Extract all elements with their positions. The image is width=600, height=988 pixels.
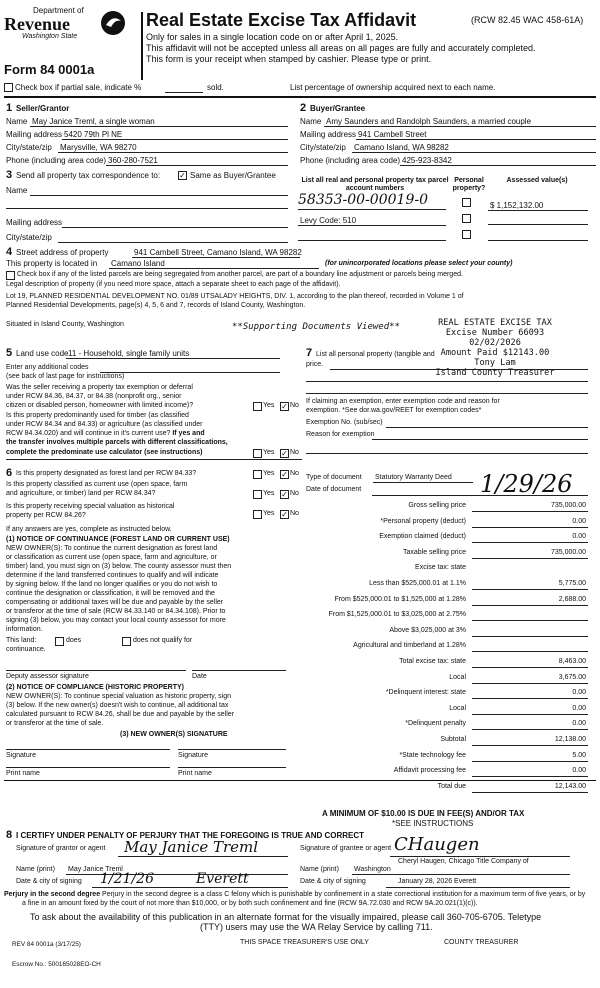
grantee-date-field[interactable]: January 28, 2026 Everett (398, 878, 477, 885)
revenue-logo-icon (100, 10, 126, 36)
does-label: does (66, 637, 82, 644)
buyer-addr-line (356, 139, 596, 140)
section-6-number: 6 (6, 467, 13, 479)
exempt-note-2: exemption. *See dor.wa.gov/REET for exemption codes* (306, 407, 482, 414)
does-checkbox[interactable] (55, 637, 64, 646)
revision-label: REV 84 0001a (3/17/25) (12, 941, 81, 948)
same-as-buyer-label: Same as Buyer/Grantee (190, 171, 276, 180)
q6-3-no-checkbox[interactable]: ✓ (281, 510, 288, 519)
seller-addr-label: Mailing address (6, 130, 63, 139)
grantor-date-line (92, 887, 288, 888)
notice-line: signing (3) below, you may contact your local county assessor for more (6, 617, 226, 624)
section-3-number: 3 (6, 169, 13, 181)
q6-3b: property per RCW 84.26? (6, 512, 86, 519)
buyer-phone-line (400, 165, 596, 166)
section-4-number: 4 (6, 246, 13, 258)
exempt-note-1: If claiming an exemption, enter exemption code and reason for (306, 398, 500, 405)
notice-line: determine if the land transferred continues to qualify and will indicate (6, 572, 219, 579)
q5-2c-wrapper (6, 430, 205, 437)
street-label: Street address of property (16, 248, 109, 257)
stamp-line-4: Amount Paid $12143.00 (440, 348, 550, 358)
stamp-line-6: Island County Treasurer (435, 368, 555, 378)
tax-row-label: Above $3,025,000 at 3% (389, 627, 466, 634)
q5-2-yes-label: Yes (263, 449, 275, 456)
assessed-line-2 (488, 224, 588, 225)
owner-sig-label-2: Signature (178, 752, 208, 759)
notice-line: continue the designation or classification, it will be removed and the (6, 590, 215, 597)
notice-line: calculated pursuant to RCW 84.26, shall be due and payable by the seller (6, 711, 235, 718)
stamp-line-2: Excise Number 66093 (445, 328, 545, 338)
buyer-phone-label: Phone (including area code) (300, 156, 401, 165)
owner-print-label-2: Print name (178, 770, 212, 777)
tax-row-line (472, 776, 588, 777)
tax-row-label: *State technology fee (399, 752, 466, 759)
tax-row-value[interactable]: 0.00 (572, 705, 586, 712)
section-7-number: 7 (306, 347, 313, 359)
grantee-signature[interactable]: CHaugen (394, 834, 480, 855)
reason-field-1[interactable] (372, 439, 588, 440)
tax-row-value[interactable]: 735,000.00 (550, 502, 586, 509)
tax-row-label: Total due (437, 783, 466, 790)
tax-row-value[interactable]: 3,675.00 (558, 674, 586, 681)
segregated-label: Check box if any of the listed parcels are being segregated from another parcel, are part of a boundary line adjustment or parcels being merged. (17, 271, 463, 278)
partial-sale-label: Check box if partial sale, indicate % (15, 83, 142, 92)
segregated-checkbox[interactable] (6, 271, 15, 280)
header-rule (4, 96, 596, 98)
q6-2-yes-label: Yes (263, 490, 275, 497)
does-not-label: does not qualify for (133, 637, 193, 644)
grantor-name-label: Name (print) (16, 866, 55, 873)
doc-date-line (372, 495, 588, 496)
grantee-name-label: Name (print) (300, 866, 339, 873)
tax-row-line (472, 745, 588, 746)
buyer-name-field[interactable]: Amy Saunders and Randolph Saunders, a married couple (326, 117, 532, 126)
tax-row-line (472, 511, 588, 512)
tax-row-label: Subtotal (440, 736, 466, 743)
deputy-date-line[interactable] (192, 670, 286, 671)
grantee-date-label: Date & city of signing (300, 878, 366, 885)
supporting-docs-stamp: **Supporting Documents Viewed** (232, 322, 400, 332)
grantee-name-field[interactable]: Washington (354, 866, 391, 873)
sold-label: sold. (207, 83, 224, 92)
q5-1-yes-checkbox[interactable] (253, 402, 262, 411)
personal-property-checkbox-1[interactable] (462, 198, 471, 207)
q6-2-no-checkbox[interactable]: ✓ (281, 490, 288, 499)
levy-code: Levy Code: 510 (300, 216, 357, 225)
owner-print-line-1[interactable] (6, 767, 170, 768)
section-2-number: 2 (300, 102, 307, 114)
tax-row-value[interactable]: 0.00 (572, 767, 586, 774)
notice-line: or transferor at the time of sale. (6, 720, 104, 727)
owner-sig-line-1[interactable] (6, 749, 170, 750)
tax-row-label: Local (449, 705, 466, 712)
buyer-city-line (352, 152, 596, 153)
tax-row-line (472, 542, 588, 543)
notice-3-heading: (3) NEW OWNER(S) SIGNATURE (120, 731, 228, 738)
grantor-date-label: Date & city of signing (16, 878, 82, 885)
q5-2-yes-checkbox[interactable] (253, 449, 262, 458)
grantor-sig-label: Signature of grantor or agent (16, 845, 106, 852)
q5-1b: under RCW 84.36, 84.37, or 84.38 (nonprofit org., senior (6, 393, 182, 400)
tax-row-line (472, 636, 588, 637)
q5-2c: RCW 84.34.020) and will continue in it's current use? (6, 430, 171, 437)
grantor-sig-line (118, 856, 288, 857)
buyer-address-field[interactable]: 941 Cambell Street (358, 130, 427, 139)
located-label: This property is located in (6, 259, 98, 268)
tax-row-value[interactable]: 0.00 (572, 518, 586, 525)
q6-1: Is this property designated as forest land per RCW 84.33? (16, 470, 197, 477)
personal-prop-field-2[interactable] (306, 381, 588, 382)
personal-prop-field-3[interactable] (306, 393, 588, 394)
notice-line: or transferor at the time of sale (RCW 84.33.140 or 84.34.108). Prior to (6, 608, 226, 615)
owner-sig-label-1: Signature (6, 752, 36, 759)
price-label: price. (306, 361, 324, 368)
grantor-name-field[interactable]: May Janice Treml (68, 866, 123, 873)
add-codes-label: Enter any additional codes (6, 364, 89, 371)
q5-2b: under RCW 84.34 and 84.33) or agriculture (as classified under (6, 421, 203, 428)
reason-label: Reason for exemption (306, 431, 375, 438)
rcw-reference: (RCW 82.45 WAC 458-61A) (471, 15, 584, 25)
q6-3-yes-checkbox[interactable] (253, 510, 262, 519)
doc-date-field[interactable]: 1/29/26 (480, 470, 573, 498)
owner-print-line-2[interactable] (178, 767, 286, 768)
seller-name-label: Name (6, 117, 28, 126)
escrow-number: Escrow No.: 500165028EO-CH (12, 961, 101, 968)
continuance-label: continuance. (6, 646, 46, 653)
personal-prop-label: List all personal property (tangible and (316, 351, 435, 358)
section-5-number: 5 (6, 347, 13, 359)
q6-3-no-label: No (290, 510, 299, 517)
situated-text: Situated in Island County, Washington (6, 321, 124, 328)
form-number: Form 84 0001a (4, 62, 95, 77)
tax-row-value[interactable]: 12,138.00 (554, 736, 586, 743)
corr-name-label: Name (6, 186, 28, 195)
tax-row-line (472, 667, 588, 668)
buyer-addr-label: Mailing address (300, 130, 357, 139)
exemption-no-field[interactable] (386, 427, 588, 428)
grantee-sig-label: Signature of grantee or agent (300, 845, 392, 852)
notice-line: timber) land, you must sign on (3) below. The county assessor must then (6, 563, 232, 570)
seller-address-field[interactable]: 5420 79th Pl NE (64, 130, 123, 139)
assessed-line-1 (488, 210, 588, 211)
doc-type-label: Type of document (306, 474, 362, 481)
tax-row-label: Total excise tax: state (399, 658, 466, 665)
notice-line: NEW OWNER(S): To continue special valuation as historic property, sign (6, 693, 231, 700)
same-as-buyer-checkbox[interactable]: ✓ (179, 171, 186, 180)
seller-heading: Seller/Grantor (16, 104, 70, 113)
tax-row-label: Local (449, 674, 466, 681)
grantee-sig-line (390, 856, 570, 857)
this-land-label: This land: (6, 637, 37, 644)
header-divider (141, 12, 143, 80)
owner-sig-line-2[interactable] (178, 749, 286, 750)
notice-line: NEW OWNER(S): To continue the current designation as forest land (6, 545, 218, 552)
buyer-city-field[interactable]: Camano Island, WA 98282 (354, 143, 449, 152)
tax-row-value[interactable]: 12,143.00 (554, 783, 586, 790)
buyer-city-label: City/state/zip (300, 143, 346, 152)
q5-2f: complete the predominate use calculator (see instructions) (6, 449, 203, 456)
seller-city-line (58, 152, 288, 153)
add-codes-field[interactable] (100, 372, 280, 373)
tax-row-value[interactable]: 8,463.00 (558, 658, 586, 665)
tax-row-value[interactable]: 5.00 (572, 752, 586, 759)
revenue-logo-text: Revenue (4, 14, 70, 34)
street-line (132, 257, 300, 258)
q5-1-yes-label: Yes (263, 402, 275, 409)
partial-sale-checkbox[interactable] (4, 83, 13, 92)
doc-type-field[interactable]: Statutory Warranty Deed (375, 474, 452, 481)
q6-3-yes-label: Yes (263, 510, 275, 517)
q6-1-no-checkbox[interactable]: ✓ (281, 470, 288, 479)
dept-label: Department of (33, 6, 84, 15)
county-treasurer-label: COUNTY TREASURER (444, 939, 519, 946)
legal-desc-2: Planned Residential Developments, page(s) 4, 5, 6 and 7, records of Island County, Washington. (6, 302, 306, 309)
tax-row-line (472, 558, 588, 559)
q5-1a: Was the seller receiving a property tax exemption or deferral (6, 384, 193, 391)
tax-row-value[interactable]: 5,775.00 (558, 580, 586, 587)
located-field[interactable]: Camano Island (111, 259, 165, 268)
land-use-label: Land use code (16, 349, 69, 358)
land-use-field[interactable]: 11 - Household, single family units (68, 349, 190, 358)
header-line-1: Only for sales in a single location code on or after April 1, 2025. (146, 32, 399, 42)
q6-2b: and agriculture, or timber) land per RCW 84.34? (6, 490, 156, 497)
treasurer-only-label: THIS SPACE TREASURER'S USE ONLY (240, 939, 369, 946)
corr-address-field[interactable] (62, 227, 288, 228)
perjury-line-2: a fine in an amount fixed by the court of not more than $10,000, or by both such confinement and fine (RCW 9A.72.030 and RCW 9A.20.021(1)(c)). (22, 900, 478, 907)
tax-row-value[interactable]: 735,000.00 (550, 549, 586, 556)
seller-name-line (30, 126, 288, 127)
tax-row-label: From $1,525,000.01 to $3,025,000 at 2.75% (328, 611, 466, 618)
tax-row-label: Affidavit processing fee (393, 767, 466, 774)
tax-row-value[interactable]: 0.00 (572, 533, 586, 540)
section5-bottom-rule (6, 459, 302, 460)
stamp-line-5: Tony Lam (474, 358, 516, 368)
buyer-name-label: Name (300, 117, 322, 126)
tax-row-label: *Delinquent penalty (405, 720, 466, 727)
tax-row-label: Excise tax: state (415, 564, 466, 571)
parcel-line-1 (298, 209, 446, 210)
assessed-value-field[interactable]: $ 1,152,132.00 (490, 201, 544, 210)
q6-1-yes-checkbox[interactable] (253, 470, 262, 479)
personal-property-checkbox-3[interactable] (462, 230, 471, 239)
corr-extra-line[interactable] (6, 208, 288, 209)
legal-label: Legal description of property (if you need more space, attach a separate sheet to each page of the affidavit). (6, 281, 341, 288)
q5-1-no-label: No (290, 402, 299, 409)
buyer-name-line (324, 126, 596, 127)
seller-phone-field[interactable]: 360-280-7521 (108, 156, 158, 165)
tax-row-line (472, 651, 588, 652)
tax-row-line (472, 714, 588, 715)
personal-col-header: Personal property? (452, 177, 486, 192)
legal-desc-1: Lot 19, PLANNED RESIDENTIAL DEVELOPMENT NO. 01/89 UTSALADY HEIGHTS, DIV. 1, according to the plan thereof, recorded in Volume 1 of (6, 293, 464, 300)
notice-line: by signing below. If the land no longer qualifies or you do not wish to (6, 581, 218, 588)
buyer-heading: Buyer/Grantee (310, 104, 366, 113)
minimum-due-note: A MINIMUM OF $10.00 IS DUE IN FEE(S) AND/OR TAX (322, 809, 525, 818)
tax-row-line (472, 527, 588, 528)
list-pct-note: List percentage of ownership acquired next to each name. (290, 83, 496, 92)
parcel-number-field[interactable]: 58353-00-00019-0 (298, 192, 428, 208)
perjury-text-1: Perjury in the second degree is a class C felony which is punishable by confinement in a state correctional institution for a maximum term of five years, or by (102, 891, 586, 898)
header-line-2: This affidavit will not be accepted unless all areas on all pages are fully and accurately completed. (146, 43, 536, 53)
located-line (109, 268, 319, 269)
see-instructions-note: *SEE INSTRUCTIONS (392, 819, 474, 828)
correspondence-label: Send all property tax correspondence to: (16, 171, 161, 180)
seller-name-field[interactable]: May Janice Treml, a single woman (32, 117, 155, 126)
q5-2-no-label: No (290, 449, 299, 456)
notice-2-heading: (2) NOTICE OF COMPLIANCE (HISTORIC PROPERTY) (6, 684, 184, 691)
seller-addr-line (62, 139, 288, 140)
assessed-col-header: Assessed value(s) (506, 177, 568, 184)
street-address-field[interactable]: 941 Cambell Street, Camano Island, WA 98282 (134, 248, 302, 257)
perjury-line-1: Perjury in the second degree Perjury in the second degree is a class C felony which is punishable by confinement in a state correctional institution for a maximum term of five years, or by (4, 891, 586, 898)
grantor-date-field[interactable]: 1/21/26 (100, 871, 154, 887)
section-1-number: 1 (6, 102, 13, 114)
owner-print-label-1: Print name (6, 770, 40, 777)
personal-prop-field-1[interactable] (330, 369, 588, 370)
corr-city-label: City/state/zip (6, 233, 52, 242)
grantee-date-line (386, 887, 570, 888)
deputy-date-label: Date (192, 673, 207, 680)
tax-row-line (472, 605, 588, 606)
tax-row-line (472, 761, 588, 762)
seller-phone-line (106, 165, 288, 166)
q6-3a: Is this property receiving special valuation as historical (6, 503, 175, 510)
header-line-3: This form is your receipt when stamped by cashier. Please type or print. (146, 54, 432, 64)
seller-city-label: City/state/zip (6, 143, 52, 152)
personal-property-checkbox-2[interactable] (462, 214, 471, 223)
accessibility-line-2: (TTY) users may use the WA Relay Service by calling 711. (200, 922, 433, 932)
section-8-number: 8 (6, 829, 13, 841)
tax-row-line (472, 792, 588, 793)
notice-line: compensating or additional taxes will be due and payable by the seller (6, 599, 224, 606)
certify-statement: I CERTIFY UNDER PENALTY OF PERJURY THAT THE FOREGOING IS TRUE AND CORRECT (16, 831, 365, 840)
q5-1-no-checkbox[interactable]: ✓ (281, 402, 288, 411)
corr-name-field[interactable] (30, 195, 288, 196)
corr-city-field[interactable] (58, 242, 288, 243)
doc-type-line (373, 482, 473, 483)
notice-line: information. (6, 626, 43, 633)
see-back-note: (see back of last page for instructions) (6, 373, 125, 380)
tax-row-value[interactable]: 0.00 (572, 720, 586, 727)
land-use-line (66, 358, 280, 359)
tax-row-label: Gross selling price (408, 502, 466, 509)
tax-row-line (472, 683, 588, 684)
deputy-label: Deputy assessor signature (6, 673, 89, 680)
tax-row-label: *Delinquent interest: state (385, 689, 466, 696)
tax-row-label: From $525,000.01 to $1,525,000 at 1.28% (334, 596, 466, 603)
accessibility-line-1: To ask about the availability of this publication in an alternate format for the visually impaired, please call 360-705-6705. Teletype (30, 912, 542, 922)
q5-2e: the transfer involves multiple parcels with different classifications, (6, 439, 228, 446)
tax-row-line (472, 620, 588, 621)
parcel-col-header: List all real and personal property tax parcel account numbers (301, 177, 449, 192)
tax-row-line (472, 589, 588, 590)
tax-row-label: Exemption claimed (deduct) (379, 533, 466, 540)
notice-line: (3) below. If the new owner(s) doesn't wish to continue, all additional tax (6, 702, 229, 709)
tax-row-line (472, 698, 588, 699)
q6-2a: Is this property classified as current use (open space, farm (6, 481, 188, 488)
grantor-signature[interactable]: May Janice Treml (124, 838, 259, 856)
q6-2-no-label: No (290, 490, 299, 497)
q5-1c: citizen or disabled person, homeowner with limited income)? (6, 402, 194, 409)
partial-sale-pct-field[interactable] (165, 92, 203, 93)
notice-line: or classification as current use (open space, farm and agriculture, or (6, 554, 217, 561)
q6-1-yes-label: Yes (263, 470, 275, 477)
stamp-line-1: REAL ESTATE EXCISE TAX (438, 318, 552, 328)
tax-row-label: Agricultural and timberland at 1.28% (353, 642, 466, 649)
assessed-line-3 (488, 240, 588, 241)
q5-2a: Is this property predominantly used for timber (as classified (6, 412, 189, 419)
agent-note: Cheryl Haugen, Chicago Title Company of (398, 858, 529, 865)
does-not-checkbox[interactable] (122, 637, 131, 646)
if-any-note: If any answers are yes, complete as instructed below. (6, 526, 172, 533)
state-label: Washington State (22, 33, 78, 40)
seller-phone-label: Phone (including area code) (6, 156, 107, 165)
tax-row-value[interactable]: 0.00 (572, 689, 586, 696)
parcel-line-2 (298, 225, 446, 226)
q5-2-no-checkbox[interactable]: ✓ (281, 449, 288, 458)
unincorp-note: (for unincorporated locations please select your county) (325, 260, 513, 267)
grantor-city-field[interactable]: Everett (196, 871, 249, 887)
seller-city-field[interactable]: Marysville, WA 98270 (60, 143, 137, 152)
grantee-name-line (352, 874, 570, 875)
stamp-line-3: 02/02/2026 (469, 338, 521, 348)
doc-date-label: Date of document (306, 486, 362, 493)
form-title: Real Estate Excise Tax Affidavit (146, 10, 417, 30)
buyer-phone-field[interactable]: 425-923-8342 (402, 156, 452, 165)
tax-row-value[interactable]: 2,688.00 (558, 596, 586, 603)
section-8-top-rule (4, 780, 596, 781)
notice-1-heading: (1) NOTICE OF CONTINUANCE (FOREST LAND OR CURRENT USE) (6, 536, 230, 543)
q6-1-no-label: No (290, 470, 299, 477)
q6-2-yes-checkbox[interactable] (253, 490, 262, 499)
tax-row-label: Taxable selling price (402, 549, 466, 556)
exempt-no-label: Exemption No. (sub/sec) (306, 419, 383, 426)
q5-2d: If yes and (172, 430, 205, 437)
corr-addr-label: Mailing address (6, 218, 63, 227)
reason-field-2[interactable] (306, 453, 588, 454)
tax-row-line (472, 729, 588, 730)
parcel-line-3 (298, 240, 446, 241)
tax-row-label: Less than $525,000.01 at 1.1% (369, 580, 466, 587)
deputy-sig-line[interactable] (6, 670, 186, 671)
tax-row-label: *Personal property (deduct) (380, 518, 466, 525)
